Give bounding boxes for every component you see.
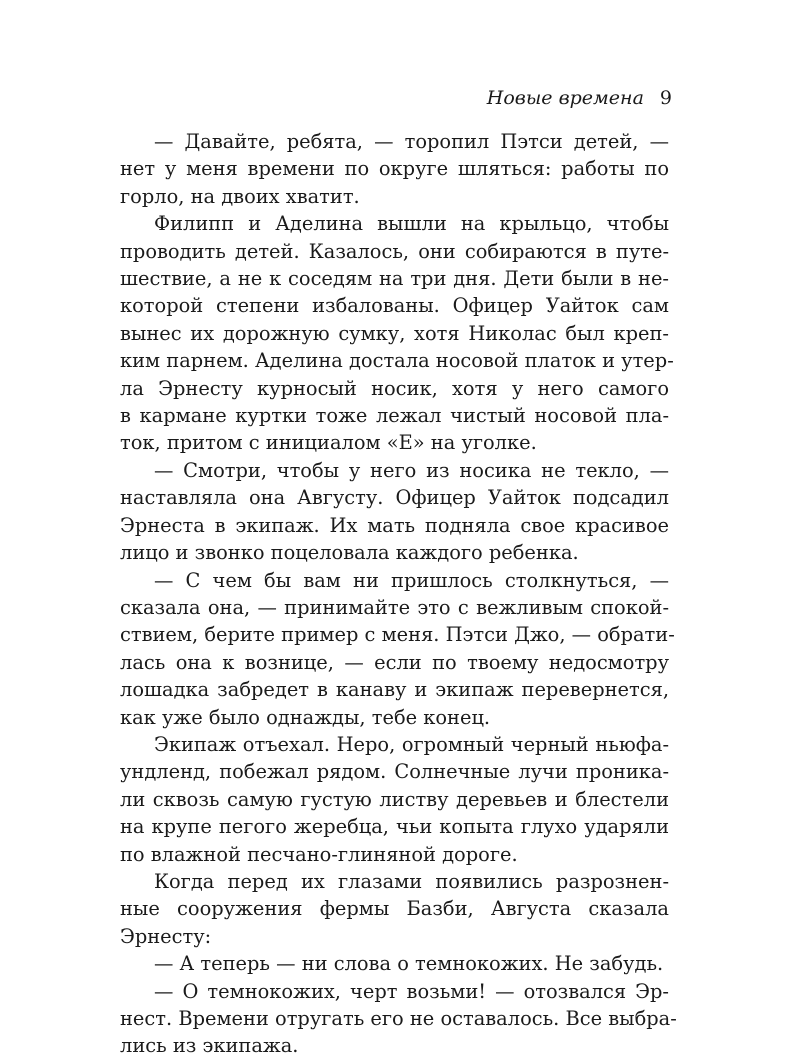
text-line: по влажной песчано-глиняной дороге. bbox=[120, 842, 518, 866]
page-number: 9 bbox=[659, 87, 672, 109]
text-line: — Давайте, ребята, — торопил Пэтси детей, — bbox=[154, 130, 669, 153]
text-line: лошадка забредет в канаву и экипаж перевернется, bbox=[120, 678, 669, 702]
text-line: лась она к вознице, — если по твоему недосмотру bbox=[120, 650, 669, 674]
text-line: ли сквозь самую густую листву деревьев и блестели bbox=[120, 787, 669, 811]
text-line: лицо и звонко поцеловала каждого ребенка. bbox=[120, 541, 579, 565]
text-line: горло, на двоих хватит. bbox=[120, 184, 360, 208]
text-line: сказала она, — принимайте это с вежливым спокой- bbox=[120, 595, 669, 619]
text-line: ствием, берите пример с меня. Пэтси Джо, — обрати- bbox=[120, 623, 675, 647]
text-line: в кармане куртки тоже лежал чистый носовой пла- bbox=[120, 404, 669, 428]
paragraph bbox=[120, 210, 674, 457]
text-line: Эрнеста в экипаж. Их мать подняла свое красивое bbox=[120, 513, 669, 537]
text-line: вынес их дорожную сумку, хотя Николас был креп- bbox=[120, 321, 669, 345]
text-line: Когда перед их глазами появились разрознен- bbox=[154, 869, 669, 893]
text-line: ток, притом с инициалом «Е» на уголке. bbox=[120, 431, 537, 455]
paragraph bbox=[120, 457, 669, 567]
text-line: Экипаж отъехал. Нерo, огромный черный ньюфа- bbox=[154, 732, 669, 756]
text-line: ундленд, побежал рядом. Солнечные лучи проника- bbox=[120, 760, 669, 784]
text-line: которой степени избалованы. Офицер Уайток сам bbox=[120, 294, 669, 318]
text-line: на крупе пегого жеребца, чьи копыта глухо ударяли bbox=[120, 815, 669, 839]
paragraph bbox=[120, 868, 669, 950]
paragraph bbox=[120, 950, 669, 977]
text-line: ла Эрнесту курносый носик, хотя у него самого bbox=[120, 376, 669, 400]
text-line: ким парнем. Аделина достала носовой платок и утер- bbox=[120, 349, 674, 373]
text-line: наставляла она Августу. Офицер Уайток подсадил bbox=[120, 486, 669, 510]
text-line: — С чем бы вам ни пришлось столкнуться, — bbox=[154, 568, 669, 592]
text-line: ные сооружения фермы Базби, Августа сказала bbox=[120, 897, 669, 921]
text-line: Филипп и Аделина вышли на крыльцо, чтобы bbox=[154, 212, 669, 236]
text-line: — О темнокожих, черт возьми! — отозвался Эр- bbox=[154, 979, 669, 1003]
running-title: Новые времена bbox=[486, 87, 644, 109]
text-line: шествие, а не к соседям на три дня. Дети были в не- bbox=[120, 267, 669, 291]
paragraph bbox=[120, 978, 677, 1060]
paragraph bbox=[120, 128, 669, 210]
paragraph bbox=[120, 567, 675, 731]
body-text bbox=[120, 128, 677, 1060]
text-line: проводить детей. Казалось, они собираются в путе- bbox=[120, 239, 669, 263]
text-line: — Смотри, чтобы у него из носика не текло, — bbox=[154, 458, 669, 482]
text-line: как уже было однажды, тебе конец. bbox=[120, 705, 491, 729]
running-header bbox=[487, 86, 672, 110]
text-line: нест. Времени отругать его не оставалось. Все выбра- bbox=[120, 1007, 677, 1030]
text-line: лись из экипажа. bbox=[120, 1034, 299, 1058]
text-line: нет у меня времени по округе шляться: работы по bbox=[120, 157, 669, 181]
text-line: Эрнесту: bbox=[120, 924, 212, 948]
text-line: — А теперь — ни слова о темнокожих. Не забудь. bbox=[154, 952, 664, 976]
paragraph bbox=[120, 731, 669, 868]
